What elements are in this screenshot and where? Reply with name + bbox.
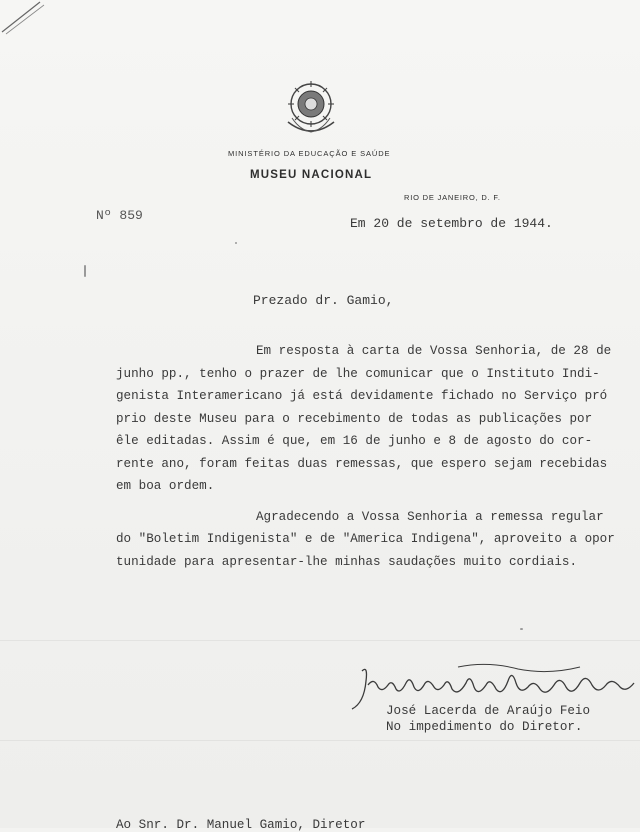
paper-speck <box>235 242 237 244</box>
body-line: Em resposta à carta de Vossa Senhoria, de 28 de <box>256 344 612 358</box>
body-line: rente ano, foram feitas duas remessas, que espero sejam recebidas <box>116 456 608 471</box>
museum-name: MUSEU NACIONAL <box>250 169 373 181</box>
paper-speck <box>520 628 523 630</box>
body-line: em boa ordem. <box>116 479 215 493</box>
letter-date: Em 20 de setembro de 1944. <box>350 216 553 231</box>
fold-line <box>0 740 640 741</box>
body-line: prio deste Museu para o recebimento de todas as publicações por <box>116 411 593 426</box>
body-line: junho pp., tenho o prazer de lhe comunicar que o Instituto Indi- <box>116 366 600 381</box>
paper-speck <box>84 265 86 277</box>
signatory-role: No impedimento do Diretor. <box>386 720 583 734</box>
fold-line <box>0 640 640 641</box>
coat-of-arms-seal <box>280 78 342 140</box>
body-line: tunidade para apresentar-lhe minhas saudações muito cordiais. <box>116 554 578 569</box>
ministry-name: MINISTÉRIO DA EDUCAÇÃO E SAÚDE <box>228 149 391 158</box>
letter-body <box>116 344 616 577</box>
body-line: êle editadas. Assim é que, em 16 de junho e 8 de agosto do cor- <box>116 434 593 448</box>
body-line: Agradecendo a Vossa Senhoria a remessa regular <box>256 509 604 524</box>
letterhead-city: RIO DE JANEIRO, D. F. <box>404 193 501 202</box>
reference-number: Nº 859 <box>96 208 143 223</box>
recipient-address: Ao Snr. Dr. Manuel Gamio, Diretor <box>116 818 366 832</box>
body-line: genista Interamericano já está devidamente fichado no Serviço pró <box>116 389 608 403</box>
salutation: Prezado dr. Gamio, <box>253 293 394 308</box>
body-line: do "Boletim Indigenista" e de "America Indigena", aproveito a opor <box>116 532 615 546</box>
signatory-name: José Lacerda de Araújo Feio <box>386 704 591 718</box>
pen-mark <box>0 0 60 40</box>
